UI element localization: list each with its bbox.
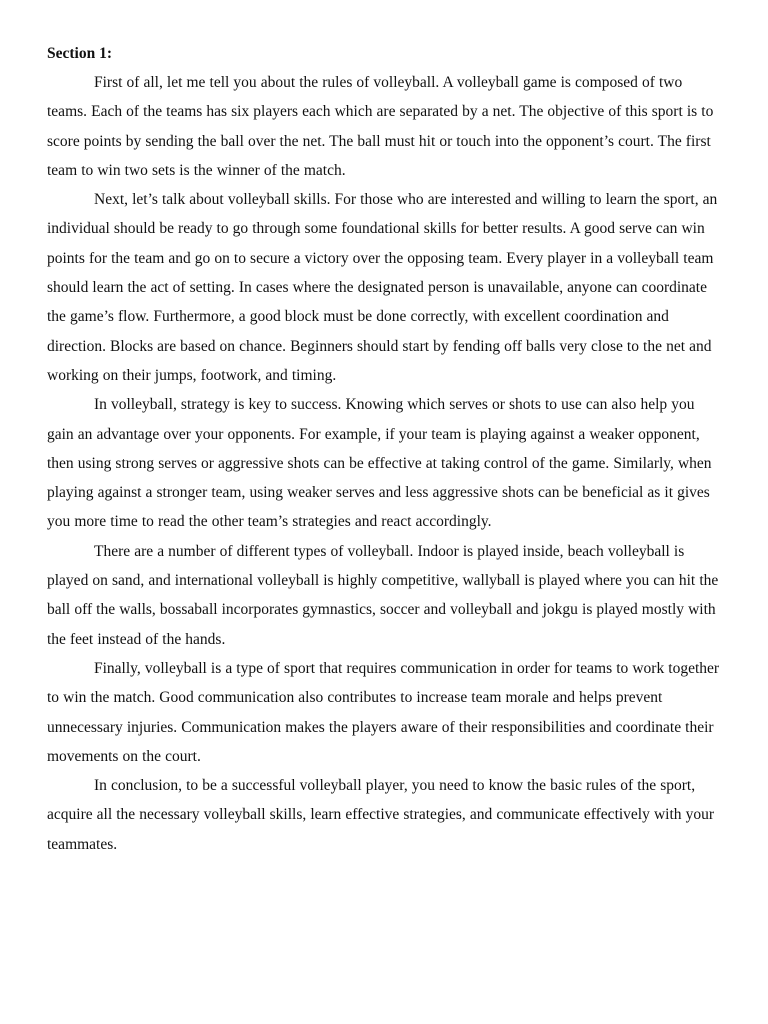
section-heading: Section 1:	[47, 45, 113, 62]
paragraph-conclusion: In conclusion, to be a successful volleyball player, you need to know the basic rules of the sport, acquire all the necessary volleyball skills, learn effective strategies, and communicate effectively with your teammates.	[47, 777, 714, 853]
document-body	[47, 42, 725, 859]
paragraph-types: There are a number of different types of volleyball. Indoor is played inside, beach volleyball is played on sand, and international volleyball is highly competitive, wallyball is played where you can hit the ball off the walls, bossaball incorporates gymnastics, soccer and volleyball and jokgu is played mostly with the feet instead of the hands.	[47, 542, 719, 648]
paragraph-communication: Finally, volleyball is a type of sport that requires communication in order for teams to work together to win the match. Good communication also contributes to increase team morale and helps prevent unnecessary injuries. Communication makes the players aware of their responsibilities and coordinate their movements on the court.	[47, 659, 720, 765]
paragraph-strategy: In volleyball, strategy is key to success. Knowing which serves or shots to use can also help you gain an advantage over your opponents. For example, if your team is playing against a weaker opponent, then using strong serves or aggressive shots can be effective at taking control of the game. Similarly, when playing against a stronger team, using weaker serves and less aggressive shots can be beneficial as it gives you more time to read the other team’s strategies and react accordingly.	[47, 396, 712, 531]
paragraph-rules: First of all, let me tell you about the rules of volleyball. A volleyball game is composed of two teams. Each of the teams has six players each which are separated by a net. The objective of this sport is to score points by sending the ball over the net. The ball must hit or touch into the opponent’s court. The first team to win two sets is the winner of the match.	[47, 74, 714, 179]
paragraph-skills: Next, let’s talk about volleyball skills. For those who are interested and willing to learn the sport, an individual should be ready to go through some foundational skills for better results. A good serve can win points for the team and go on to secure a victory over the opposing team. Every player in a volleyball team should learn the act of setting. In cases where the designated person is unavailable, anyone can coordinate the game’s flow. Furthermore, a good block must be done correctly, with excellent coordination and direction. Blocks are based on chance. Beginners should start by fending off balls very close to the net and working on their jumps, footwork, and timing.	[47, 191, 718, 384]
